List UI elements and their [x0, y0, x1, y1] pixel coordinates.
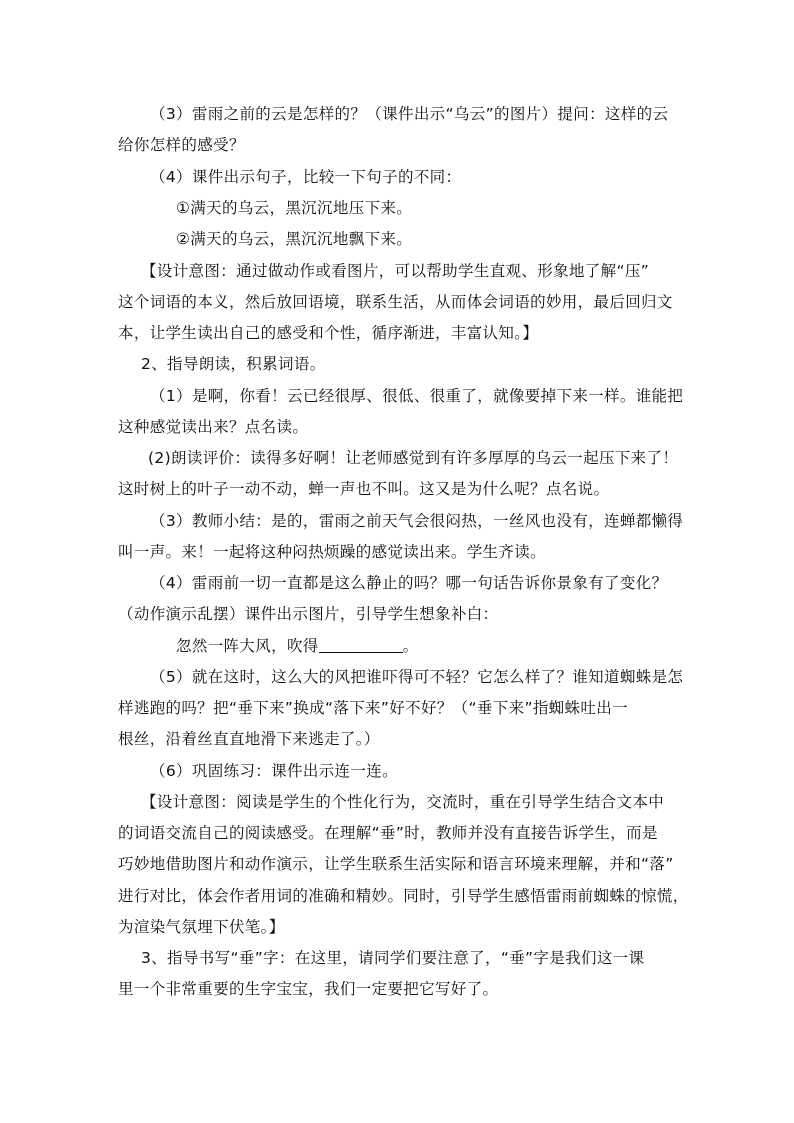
design-intent-line: 【设计意图：阅读是学生的个性化行为，交流时，重在引导学生结合文本中: [141, 793, 665, 811]
paragraph-line: 叫一声。来！一起将这种闷热烦躁的感觉读出来。学生齐读。: [118, 543, 546, 561]
paragraph-line: 样逃跑的吗？把“垂下来”换成“落下来”好不好？（“垂下来”指蜘蛛吐出一: [118, 699, 628, 717]
section-heading: 2、指导朗读，积累词语。: [141, 355, 326, 373]
paragraph-line: （4）课件出示句子，比较一下句子的不同：: [150, 168, 462, 186]
fill-blank-prefix: 忽然一阵大风，吹得: [176, 637, 319, 655]
design-intent-line: 【设计意图：通过做动作或看图片，可以帮助学生直观、形象地了解“压”: [141, 262, 650, 280]
section-heading: 3、指导书写“垂”字：在这里，请同学们要注意了，“垂”字是我们这一课: [141, 949, 645, 967]
paragraph-line: （3）教师小结：是的，雷雨之前天气会很闷热，一丝风也没有，连蝉都懒得: [150, 512, 684, 530]
fill-in-blank-sentence: [176, 635, 419, 657]
paragraph-line: （5）就在这时，这么大的风把谁吓得可不轻？它怎么样了？谁知道蜘蛛是怎: [150, 668, 684, 686]
design-intent-line: 这个词语的本义，然后放回语境，联系生活，从而体会词语的妙用，最后回归文: [118, 293, 673, 311]
design-intent-line: 进行对比，体会作者用词的准确和精妙。同时，引导学生感悟雷雨前蜘蛛的惊慌，: [118, 887, 689, 905]
paragraph-line: 这种感觉读出来？点名读。: [118, 418, 309, 436]
design-intent-line: 的词语交流自己的阅读感受。在理解“垂”时，教师并没有直接告诉学生，而是: [118, 824, 658, 842]
paragraph-line: （6）巩固练习：课件出示连一连。: [150, 762, 398, 780]
paragraph-line: （4）雷雨前一切一直都是这么静止的吗？哪一句话告诉你景象有了变化？: [150, 574, 668, 592]
design-intent-line: 巧妙地借助图片和动作演示，让学生联系生活实际和语言环境来理解，并和“落”: [118, 855, 674, 873]
paragraph-line: 给你怎样的感受？: [118, 136, 245, 154]
fill-blank-underline: [319, 636, 403, 653]
paragraph-line: （3）雷雨之前的云是怎样的？（课件出示“乌云”的图片）提问：这样的云: [150, 105, 669, 123]
design-intent-line: 本，让学生读出自己的感受和个性，循序渐进，丰富认知。】: [118, 324, 539, 342]
paragraph-line: 里一个非常重要的生字宝宝，我们一定要把它写好了。: [118, 980, 499, 998]
paragraph-line: （动作演示乱摆）课件出示图片，引导学生想象补白：: [118, 605, 499, 623]
fill-blank-suffix: 。: [402, 637, 419, 655]
design-intent-line: 为渲染气氛埋下伏笔。】: [118, 918, 285, 936]
example-sentence: ②满天的乌云，黑沉沉地飘下来。: [176, 230, 413, 248]
paragraph-line: 根丝，沿着丝直直地滑下来逃走了。）: [118, 730, 380, 748]
paragraph-line: (2)朗读评价：读得多好啊！让老师感觉到有许多厚厚的乌云一起压下来了！: [148, 449, 679, 467]
paragraph-line: 这时树上的叶子一动不动，蝉一声也不叫。这又是为什么呢？点名说。: [118, 480, 610, 498]
example-sentence: ①满天的乌云，黑沉沉地压下来。: [176, 199, 413, 217]
paragraph-line: （1）是啊，你看！云已经很厚、很低、很重了，就像要掉下来一样。谁能把: [150, 387, 684, 405]
